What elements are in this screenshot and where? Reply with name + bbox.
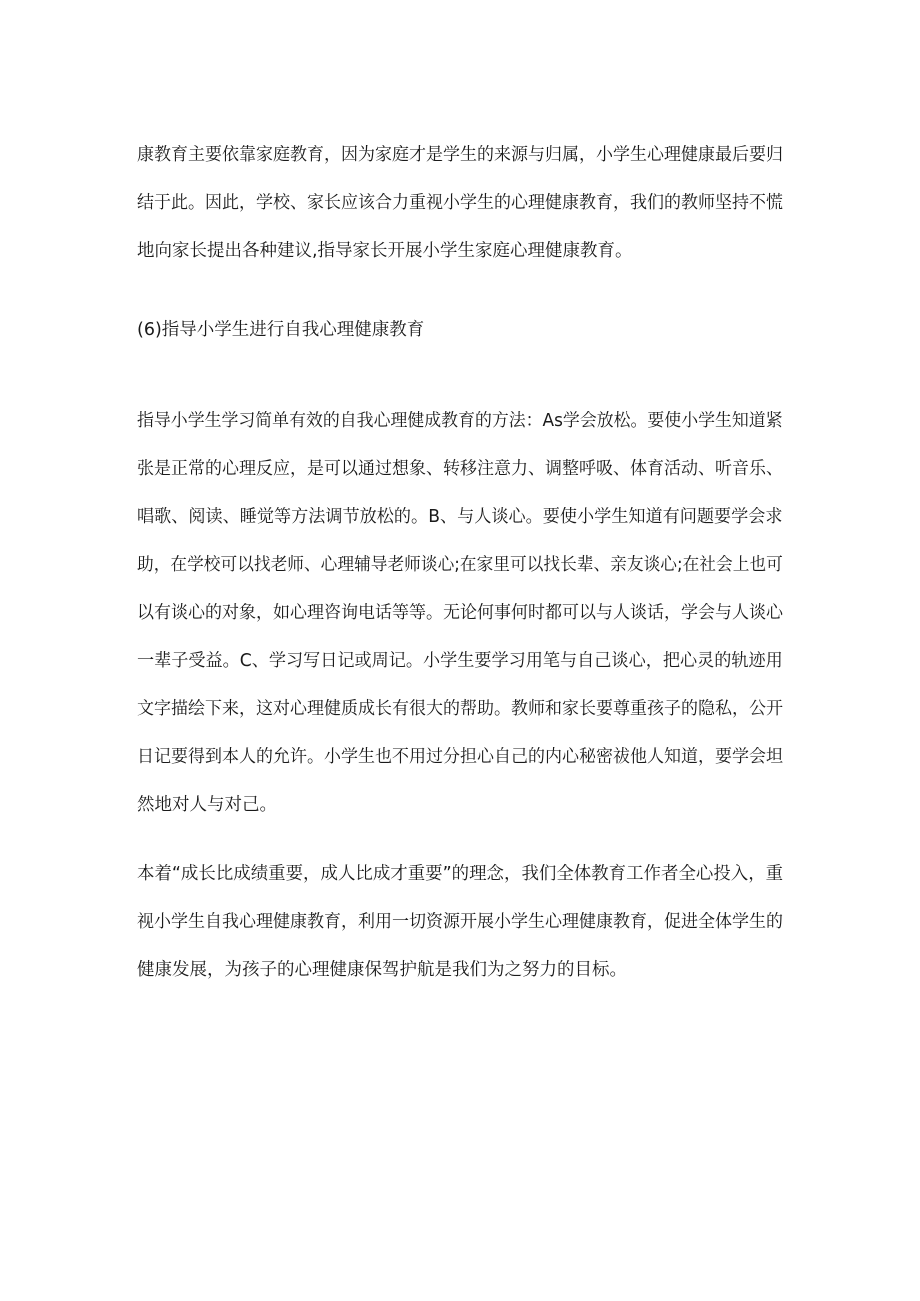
text-line: 一辈子受益。C、学习写日记或周记。小学生要学习用笔与自己谈心，把心灵的轨迹用 bbox=[137, 651, 783, 671]
text-line: 文字描绘下来，这对心理健质成长有很大的帮助。教师和家长要尊重孩子的隐私，公开 bbox=[137, 699, 783, 719]
text-line: 视小学生自我心理健康教育，利用一切资源开展小学生心理健康教育，促进全体学生的 bbox=[137, 912, 783, 932]
text-line: 然地对人与对己。 bbox=[137, 795, 277, 815]
text-line: 康教育主要依靠家庭教育，因为家庭才是学生的来源与归属，小学生心理健康最后要归 bbox=[137, 145, 783, 165]
text-line: 本着“成长比成绩重要，成人比成才重要”的理念，我们全体教育工作者全心投入，重 bbox=[137, 864, 784, 884]
text-line: 健康发展，为孩子的心理健康保驾护航是我们为之努力的目标。 bbox=[137, 960, 627, 980]
text-line: 指导小学生学习简单有效的自我心理健成教育的方法：As学会放松。要使小学生知道紧 bbox=[137, 411, 783, 431]
text-line: 日记要得到本人的允许。小学生也不用过分担心自己的内心秘密祓他人知道，要学会坦 bbox=[137, 747, 783, 767]
text-line: 助，在学校可以找老师、心理辅导老师谈心;在家里可以找长辈、亲友谈心;在社会上也可 bbox=[137, 555, 783, 575]
text-line: 地向家长提出各种建议,指导家长开展小学生家庭心理健康教育。 bbox=[137, 241, 633, 261]
text-line: 结于此。因此，学校、家长应该合力重视小学生的心理健康教育，我们的教师坚持不慌 bbox=[137, 193, 783, 213]
text-line: 以有谈心的对象，如心理咨询电话等等。无论何事何时都可以与人谈话，学会与人谈心 bbox=[137, 603, 783, 623]
text-line: 唱歌、阅读、睡觉等方法调节放松的。B、与人谈心。要使小学生知道有问题要学会求 bbox=[137, 507, 783, 527]
text-line: 张是正常的心理反应，是可以通过想象、转移注意力、调整呼吸、体育活动、听音乐、 bbox=[137, 459, 783, 479]
heading-line: (6)指导小学生进行自我心理健康教育 bbox=[137, 320, 425, 340]
